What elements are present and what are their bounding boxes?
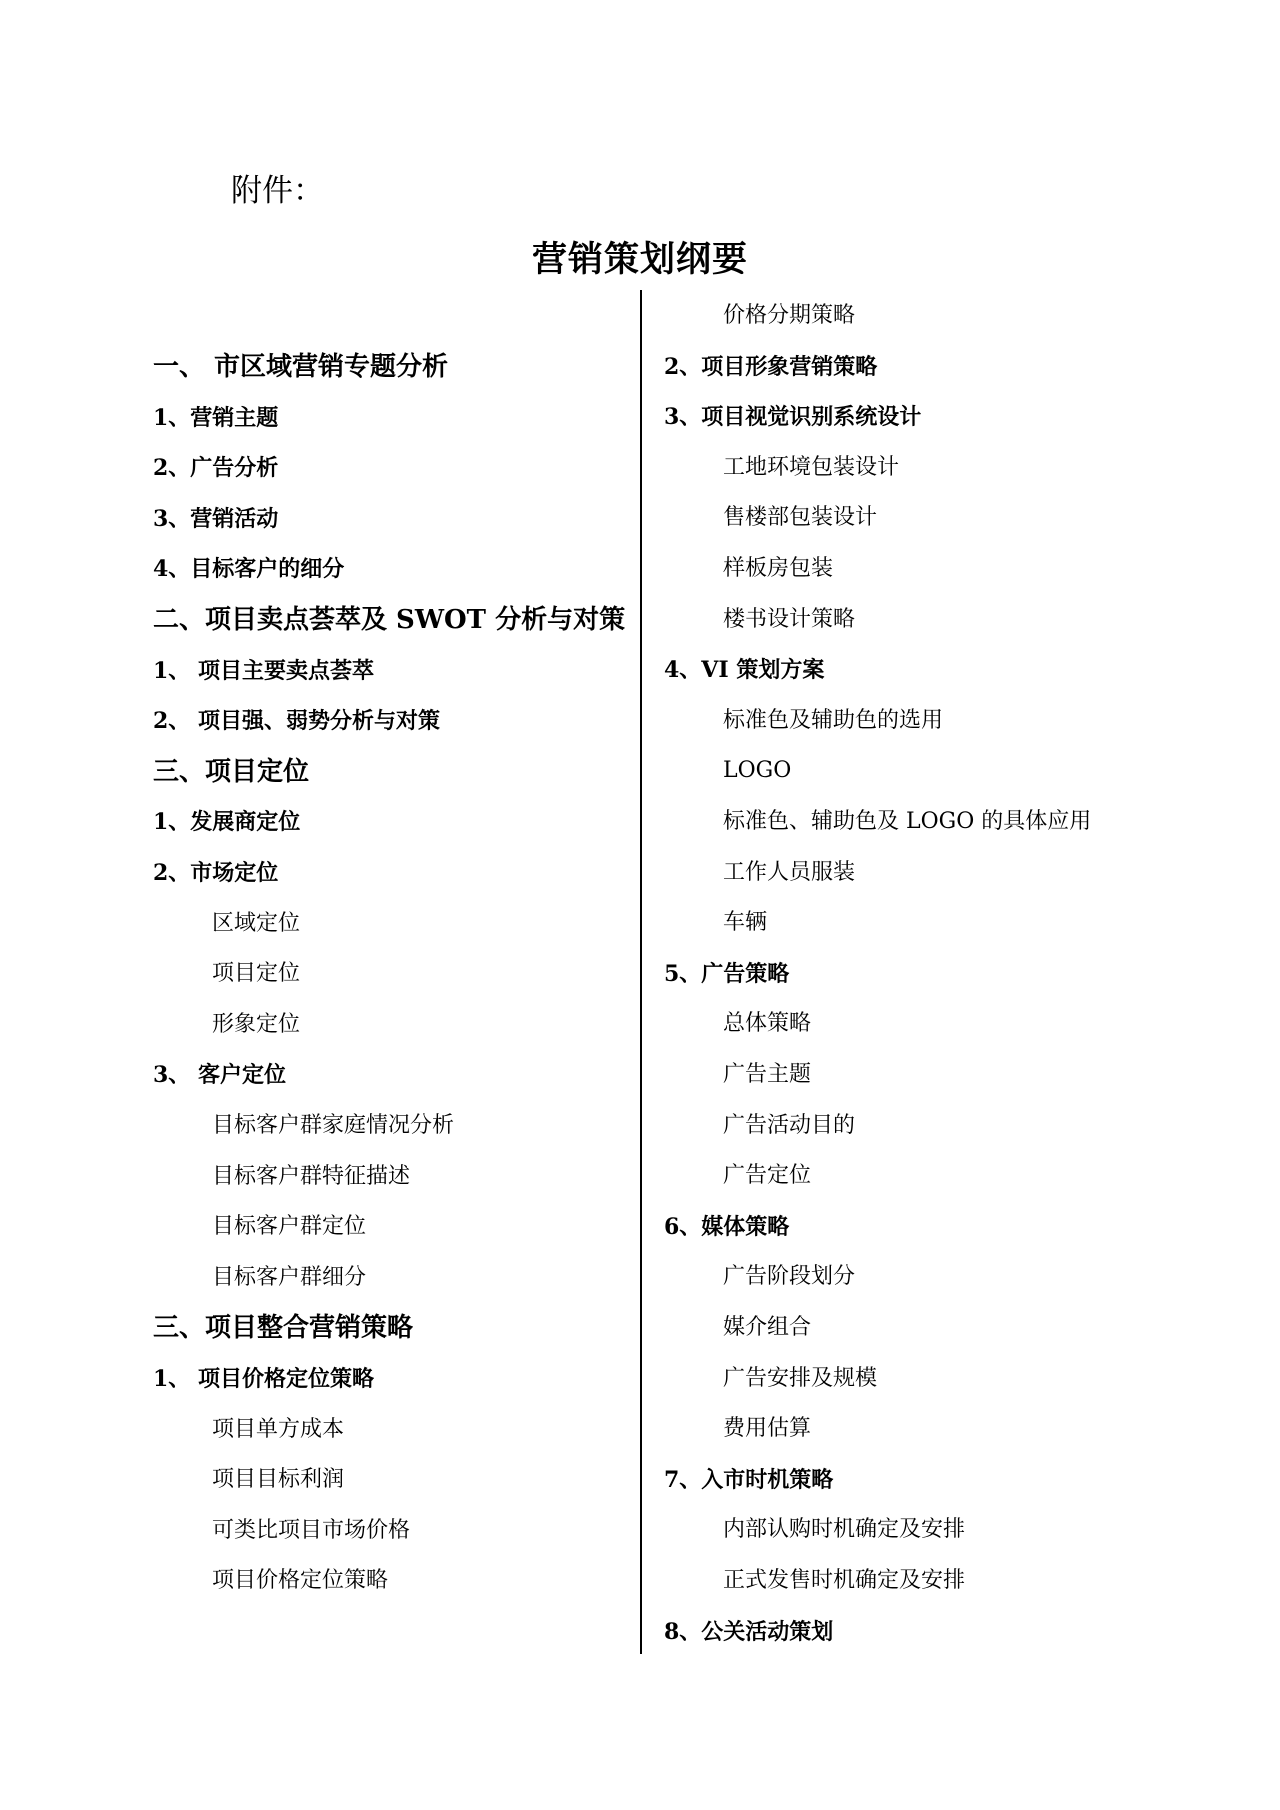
outline-subitem: 总体策略: [723, 1011, 812, 1037]
outline-subitem: 费用估算: [723, 1416, 812, 1442]
outline-subitem: 目标客户群细分: [212, 1264, 367, 1290]
outline-subitem: 工作人员服装: [723, 859, 856, 885]
outline-subitem: 项目目标利润: [212, 1467, 345, 1493]
outline-subitem: 可类比项目市场价格: [212, 1517, 411, 1543]
outline-subitem: 广告活动目的: [723, 1112, 856, 1138]
outline-heading: 5、广告策略: [664, 960, 790, 987]
outline-subitem: 楼书设计策略: [723, 606, 856, 632]
outline-heading: 1、营销主题: [153, 404, 279, 431]
outline-heading: 3、 客户定位: [153, 1062, 286, 1089]
outline-subitem: 项目单方成本: [212, 1416, 345, 1442]
outline-subitem: 广告定位: [723, 1163, 812, 1189]
document-title: 营销策划纲要: [531, 239, 748, 280]
outline-subitem: 正式发售时机确定及安排: [723, 1568, 966, 1593]
outline-subitem: 区域定位: [212, 910, 301, 936]
outline-subitem: 项目价格定位策略: [212, 1568, 389, 1594]
outline-subitem: 目标客户群特征描述: [212, 1163, 411, 1189]
outline-subitem: 车辆: [723, 910, 768, 936]
outline-subitem: 标准色及辅助色的选用: [723, 707, 944, 733]
outline-heading: 8、公关活动策划: [664, 1618, 834, 1645]
outline-heading: 6、媒体策略: [664, 1213, 790, 1240]
outline-subitem: LOGO: [723, 758, 792, 784]
outline-subitem: 售楼部包装设计: [723, 505, 878, 531]
outline-heading: 2、 项目强、弱势分析与对策: [153, 708, 440, 735]
outline-heading: 1、发展商定位: [153, 809, 301, 836]
outline-heading: 1、 项目主要卖点荟萃: [153, 657, 374, 684]
outline-subitem: 目标客户群家庭情况分析: [212, 1113, 455, 1138]
outline-heading: 2、项目形象营销策略: [664, 353, 878, 380]
outline-section-heading: 一、 市区域营销专题分析: [153, 352, 449, 382]
outline-heading: 7、入市时机策略: [664, 1466, 834, 1493]
outline-heading: 4、目标客户的细分: [153, 556, 345, 583]
outline-subitem: 样板房包装: [723, 556, 834, 581]
attachment-label: 附件：: [231, 173, 324, 209]
outline-subitem: 价格分期策略: [723, 303, 856, 328]
outline-section-heading: 三、项目整合营销策略: [153, 1313, 414, 1344]
outline-subitem: 广告安排及规模: [723, 1365, 878, 1391]
outline-subitem: 项目定位: [212, 961, 301, 987]
outline-heading: 3、项目视觉识别系统设计: [664, 404, 922, 431]
outline-subitem: 媒介组合: [723, 1315, 812, 1340]
outline-subitem: 形象定位: [212, 1011, 301, 1037]
outline-subitem: 工地环境包装设计: [723, 454, 900, 480]
outline-heading: 1、 项目价格定位策略: [153, 1366, 374, 1392]
outline-heading: 4、VI 策划方案: [664, 657, 825, 684]
column-divider: [640, 290, 642, 1654]
outline-subitem: 内部认购时机确定及安排: [723, 1517, 966, 1543]
outline-heading: 3、营销活动: [153, 505, 279, 532]
outline-section-heading: 二、项目卖点荟萃及 SWOT 分析与对策: [153, 605, 626, 635]
outline-subitem: 广告主题: [723, 1062, 812, 1087]
outline-subitem: 标准色、辅助色及 LOGO 的具体应用: [723, 809, 1092, 834]
outline-heading: 2、市场定位: [153, 860, 279, 886]
outline-subitem: 广告阶段划分: [723, 1264, 856, 1290]
outline-subitem: 目标客户群定位: [212, 1214, 367, 1240]
outline-heading: 2、广告分析: [153, 455, 279, 482]
outline-section-heading: 三、项目定位: [153, 756, 310, 787]
